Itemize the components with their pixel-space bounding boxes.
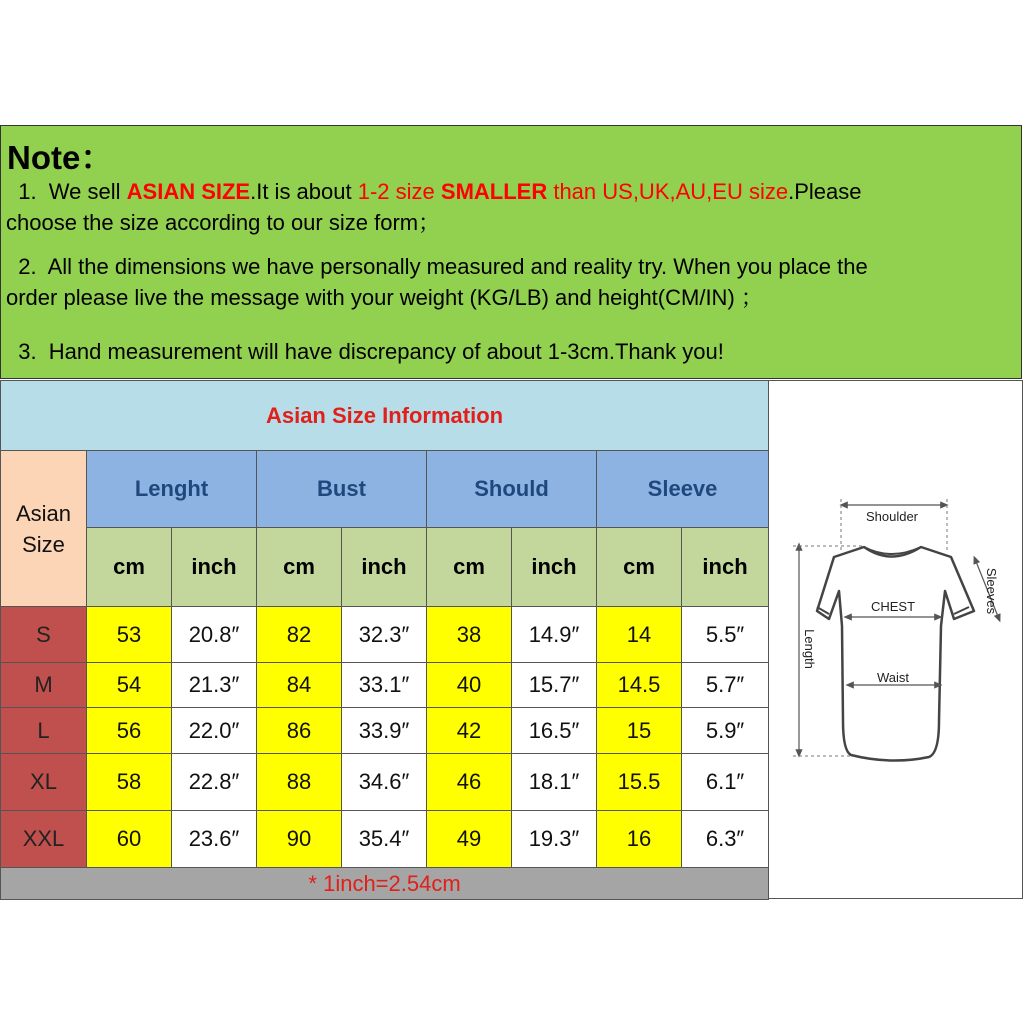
unit-header-inch: inch	[172, 528, 257, 607]
shoulder-inch: 15.7″	[512, 663, 597, 708]
unit-header-cm: cm	[87, 528, 172, 607]
sleeve-inch: 5.7″	[682, 663, 769, 708]
sleeve-cm: 15	[597, 708, 682, 754]
note-title: Note：	[7, 139, 114, 176]
group-header-bust: Bust	[257, 451, 427, 528]
bust-inch: 33.1″	[342, 663, 427, 708]
group-header-shoulder: Should	[427, 451, 597, 528]
unit-header-inch: inch	[682, 528, 769, 607]
shoulder-inch: 16.5″	[512, 708, 597, 754]
unit-header-inch: inch	[342, 528, 427, 607]
bust-inch: 32.3″	[342, 607, 427, 663]
tshirt-diagram-svg	[769, 381, 1022, 898]
shoulder-inch: 19.3″	[512, 811, 597, 868]
size-label: XL	[1, 754, 87, 811]
bust-cm: 82	[257, 607, 342, 663]
shoulder-inch: 14.9″	[512, 607, 597, 663]
bust-inch: 34.6″	[342, 754, 427, 811]
bust-cm: 84	[257, 663, 342, 708]
note-line-1-prefix: 1. We sell	[6, 179, 127, 204]
table-row	[1, 708, 769, 754]
sleeve-cm: 16	[597, 811, 682, 868]
tshirt-outline	[817, 547, 974, 761]
sleeve-inch: 5.9″	[682, 708, 769, 754]
shoulder-cm: 46	[427, 754, 512, 811]
sleeve-inch: 5.5″	[682, 607, 769, 663]
sleeves-label: Sleeves	[984, 567, 999, 615]
length-label: Length	[802, 629, 817, 669]
table-row	[1, 607, 769, 663]
than-highlight: than US,UK,AU,EU size	[547, 179, 789, 204]
size-header-line-1: Asian	[15, 500, 72, 526]
table-row	[1, 811, 769, 868]
shoulder-cm: 42	[427, 708, 512, 754]
table-row	[1, 754, 769, 811]
length-cm: 60	[87, 811, 172, 868]
note-line-2a: 2. All the dimensions we have personally measured and reality try. When you place the	[6, 254, 868, 279]
group-header-sleeve: Sleeve	[597, 451, 769, 528]
length-inch: 22.0″	[172, 708, 257, 754]
size-table	[0, 380, 769, 900]
asian-size-highlight: ASIAN SIZE	[126, 179, 251, 204]
length-cm: 56	[87, 708, 172, 754]
length-inch: 23.6″	[172, 811, 257, 868]
chest-label: CHEST	[870, 599, 916, 614]
table-row	[1, 663, 769, 708]
sleeve-cm: 14.5	[597, 663, 682, 708]
size-column-header	[1, 451, 87, 607]
tshirt-measurement-diagram	[768, 380, 1023, 899]
length-cm: 54	[87, 663, 172, 708]
shoulder-inch: 18.1″	[512, 754, 597, 811]
unit-header-inch: inch	[512, 528, 597, 607]
shoulder-cm: 40	[427, 663, 512, 708]
sleeve-cm: 14	[597, 607, 682, 663]
bust-cm: 86	[257, 708, 342, 754]
note-panel	[0, 125, 1022, 379]
length-cm: 53	[87, 607, 172, 663]
note-line-3: 3. Hand measurement will have discrepancy of about 1-3cm.Thank you!	[6, 339, 724, 364]
group-header-length: Lenght	[87, 451, 257, 528]
unit-header-cm: cm	[257, 528, 342, 607]
size-label: XXL	[1, 811, 87, 868]
note-line-2b: order please live the message with your weight (KG/LB) and height(CM/IN) ；	[6, 285, 763, 310]
size-diff-highlight: 1-2 size	[357, 179, 441, 204]
size-label: L	[1, 708, 87, 754]
size-label: M	[1, 663, 87, 708]
unit-header-cm: cm	[597, 528, 682, 607]
length-inch: 22.8″	[172, 754, 257, 811]
table-title: Asian Size Information	[1, 381, 769, 451]
shoulder-cm: 49	[427, 811, 512, 868]
shoulder-cm: 38	[427, 607, 512, 663]
bust-cm: 90	[257, 811, 342, 868]
shoulder-label: Shoulder	[865, 509, 919, 524]
sleeve-inch: 6.1″	[682, 754, 769, 811]
bust-inch: 33.9″	[342, 708, 427, 754]
length-inch: 20.8″	[172, 607, 257, 663]
sleeve-inch: 6.3″	[682, 811, 769, 868]
waist-label: Waist	[876, 670, 910, 685]
unit-header-cm: cm	[427, 528, 512, 607]
note-line-1-suffix: .Please	[788, 179, 862, 204]
conversion-footnote: * 1inch=2.54cm	[1, 868, 769, 900]
length-inch: 21.3″	[172, 663, 257, 708]
length-cm: 58	[87, 754, 172, 811]
bust-inch: 35.4″	[342, 811, 427, 868]
note-line-1-mid: .It is about	[250, 179, 358, 204]
sleeve-cm: 15.5	[597, 754, 682, 811]
size-header-line-2: Size	[22, 531, 65, 557]
note-line-1	[6, 176, 861, 207]
bust-cm: 88	[257, 754, 342, 811]
note-line-1b: choose the size according to our size form；	[6, 210, 441, 235]
smaller-highlight: SMALLER	[440, 179, 548, 204]
size-label: S	[1, 607, 87, 663]
